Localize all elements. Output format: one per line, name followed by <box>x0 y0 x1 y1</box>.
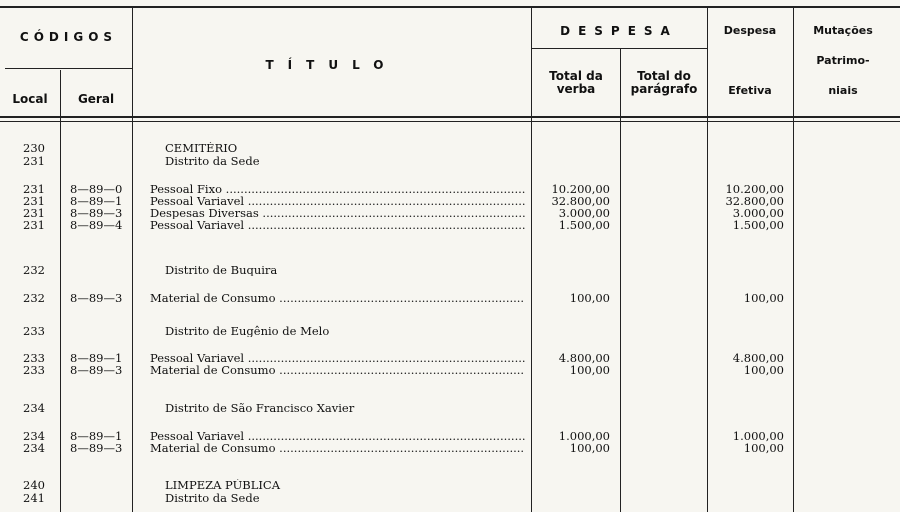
row-title: Distrito da Sede <box>165 492 260 504</box>
code-local: 233 <box>23 363 45 377</box>
header-despesa: DESPESA <box>560 24 678 38</box>
despesa-efetiva-value: 3.000,00 <box>732 206 784 220</box>
row-title: Material de Consumo ..... <box>150 292 525 304</box>
header-local: Local <box>12 92 48 106</box>
code-local: 231 <box>23 154 45 168</box>
code-geral: 8—89—4 <box>70 218 123 232</box>
header-mutacoes-mid: Patrimo- <box>816 54 870 67</box>
code-local: 232 <box>23 291 45 305</box>
row-title: Pessoal Fixo ..... <box>150 183 525 195</box>
header-codigos: CÓDIGOS <box>19 30 118 44</box>
code-geral: 8—89—1 <box>70 429 123 443</box>
total-verba-value: 32.800,00 <box>551 194 610 208</box>
total-verba-value: 1.000,00 <box>558 429 610 443</box>
top-rule <box>0 6 900 8</box>
total-verba-value: 3.000,00 <box>558 206 610 220</box>
code-local: 231 <box>23 206 45 220</box>
code-geral: 8—89—1 <box>70 351 123 365</box>
code-geral: 8—89—3 <box>70 206 123 220</box>
row-title: Distrito de Buquira <box>165 264 278 276</box>
header-bottom-rule-2 <box>0 121 900 122</box>
table-row <box>0 364 900 376</box>
header-titulo: TÍTULO <box>265 58 398 72</box>
code-local: 232 <box>23 263 45 277</box>
header-mutacoes-top: Mutações <box>813 24 873 37</box>
total-verba-value: 4.800,00 <box>558 351 610 365</box>
table-row <box>0 325 900 337</box>
header-total-paragrafo: Total do parágrafo <box>630 69 698 96</box>
table-row <box>0 292 900 304</box>
code-geral: 8—89—3 <box>70 441 123 455</box>
table-row <box>0 264 900 276</box>
code-geral: 8—89—3 <box>70 291 123 305</box>
table-row <box>0 442 900 454</box>
table-row <box>0 142 900 154</box>
code-local: 231 <box>23 194 45 208</box>
row-title: Pessoal Variavel ..... <box>150 352 525 364</box>
despesa-efetiva-value: 1.000,00 <box>732 429 784 443</box>
despesa-efetiva-value: 100,00 <box>743 291 784 305</box>
header-despesa-efetiva-bottom: Efetiva <box>728 84 772 97</box>
row-title: Distrito de Eugênio de Melo <box>165 325 330 337</box>
total-verba-value: 100,00 <box>569 291 610 305</box>
code-local: 234 <box>23 401 45 415</box>
header-despesa-efetiva-top: Despesa <box>723 24 777 37</box>
despesa-efetiva-value: 32.800,00 <box>725 194 784 208</box>
table-row <box>0 402 900 414</box>
row-title: Pessoal Variavel ..... <box>150 430 525 442</box>
table-row <box>0 492 900 504</box>
despesa-efetiva-value: 10.200,00 <box>725 182 784 196</box>
code-local: 231 <box>23 182 45 196</box>
total-verba-value: 1.500,00 <box>558 218 610 232</box>
code-local: 241 <box>23 491 45 505</box>
row-title: Despesas Diversas ..... <box>150 207 525 219</box>
code-geral: 8—89—1 <box>70 194 123 208</box>
row-title: Pessoal Variavel ..... <box>150 219 525 231</box>
code-geral: 8—89—0 <box>70 182 123 196</box>
table-row <box>0 479 900 491</box>
total-verba-value: 100,00 <box>569 441 610 455</box>
code-local: 234 <box>23 441 45 455</box>
header-geral: Geral <box>77 92 115 106</box>
header-total-verba: Total da verba <box>549 69 603 96</box>
despesa-efetiva-value: 4.800,00 <box>732 351 784 365</box>
code-local: 231 <box>23 218 45 232</box>
row-title: Distrito de São Francisco Xavier <box>165 402 355 414</box>
code-local: 230 <box>23 141 45 155</box>
total-verba-value: 10.200,00 <box>551 182 610 196</box>
despesa-efetiva-value: 100,00 <box>743 363 784 377</box>
code-local: 240 <box>23 478 45 492</box>
header-bottom-rule <box>0 116 900 118</box>
code-local: 234 <box>23 429 45 443</box>
row-title: LIMPEZA PÚBLICA <box>165 479 280 491</box>
header-mutacoes-bottom: niais <box>828 84 858 97</box>
despesa-efetiva-value: 1.500,00 <box>732 218 784 232</box>
row-title: Distrito da Sede <box>165 155 260 167</box>
code-local: 233 <box>23 351 45 365</box>
codigos-underline <box>5 68 132 69</box>
code-geral: 8—89—3 <box>70 363 123 377</box>
row-title: Material de Consumo ..... <box>150 442 525 454</box>
despesa-efetiva-value: 100,00 <box>743 441 784 455</box>
table-row <box>0 219 900 231</box>
row-title: CEMITÉRIO <box>165 142 238 154</box>
total-verba-value: 100,00 <box>569 363 610 377</box>
row-title: Material de Consumo ..... <box>150 364 525 376</box>
table-row <box>0 155 900 167</box>
code-local: 233 <box>23 324 45 338</box>
row-title: Pessoal Variavel ..... <box>150 195 525 207</box>
